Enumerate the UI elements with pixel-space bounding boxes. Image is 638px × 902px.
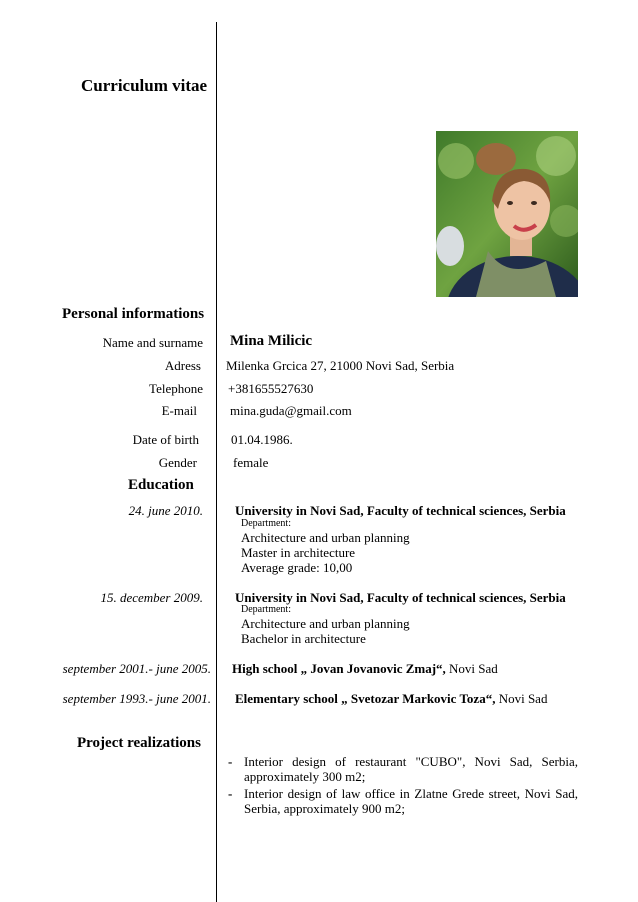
edu-line: Architecture and urban planning xyxy=(241,616,410,631)
dob-value: 01.04.1986. xyxy=(231,432,293,447)
edu-date-2: 15. december 2009. xyxy=(100,590,203,605)
projects-heading: Project realizations xyxy=(77,735,201,751)
email-value[interactable]: mina.guda@gmail.com xyxy=(230,403,352,418)
school-place: Novi Sad xyxy=(445,661,498,676)
name-label: Name and surname xyxy=(102,335,203,350)
bullet-dash: - xyxy=(228,754,233,769)
school-entry-1 xyxy=(232,661,498,677)
edu-dept-label-2: Department: xyxy=(241,604,291,615)
vertical-divider xyxy=(216,22,217,902)
project-text: Interior design of law office in Zlatne Grede street, Novi Sad, Serbia, approximately 900 m2; xyxy=(244,786,578,816)
gender-value: female xyxy=(233,455,269,470)
address-value: Milenka Grcica 27, 21000 Novi Sad, Serbia xyxy=(226,358,455,373)
bullet-dash: - xyxy=(228,786,233,801)
edu-line: Master in architecture xyxy=(241,545,356,560)
project-text: Interior design of restaurant "CUBO", Novi Sad, Serbia, approximately 300 m2; xyxy=(244,754,578,784)
school-place: Novi Sad xyxy=(495,691,548,706)
email-label: E-mail xyxy=(161,403,197,418)
school-date-1: september 2001.- june 2005. xyxy=(62,661,211,676)
cv-title: Curriculum vitae xyxy=(81,76,208,95)
name-value: Mina Milicic xyxy=(230,333,313,349)
school-entry-2 xyxy=(235,691,547,707)
edu-line: Architecture and urban planning xyxy=(241,530,410,545)
dob-label: Date of birth xyxy=(132,432,199,447)
education-heading: Education xyxy=(128,477,194,493)
address-label: Adress xyxy=(164,358,201,373)
edu-dept-label-1: Department: xyxy=(241,518,291,529)
edu-line: Average grade: 10,00 xyxy=(241,560,353,575)
school-name: High school „ Jovan Jovanovic Zmaj“, xyxy=(232,661,446,676)
telephone-value: +381655527630 xyxy=(228,381,314,396)
profile-photo xyxy=(436,131,578,297)
edu-line: Bachelor in architecture xyxy=(241,631,366,646)
edu-institution-2: University in Novi Sad, Faculty of technical sciences, Serbia xyxy=(235,590,566,605)
project-item xyxy=(228,786,578,816)
project-item xyxy=(228,754,578,784)
school-name: Elementary school „ Svetozar Markovic Toza“, xyxy=(235,691,496,706)
edu-date-1: 24. june 2010. xyxy=(128,503,203,518)
gender-label: Gender xyxy=(158,455,197,470)
personal-heading: Personal informations xyxy=(62,306,205,322)
edu-institution-1: University in Novi Sad, Faculty of technical sciences, Serbia xyxy=(235,503,566,518)
school-date-2: september 1993.- june 2001. xyxy=(62,691,211,706)
telephone-label: Telephone xyxy=(149,381,203,396)
